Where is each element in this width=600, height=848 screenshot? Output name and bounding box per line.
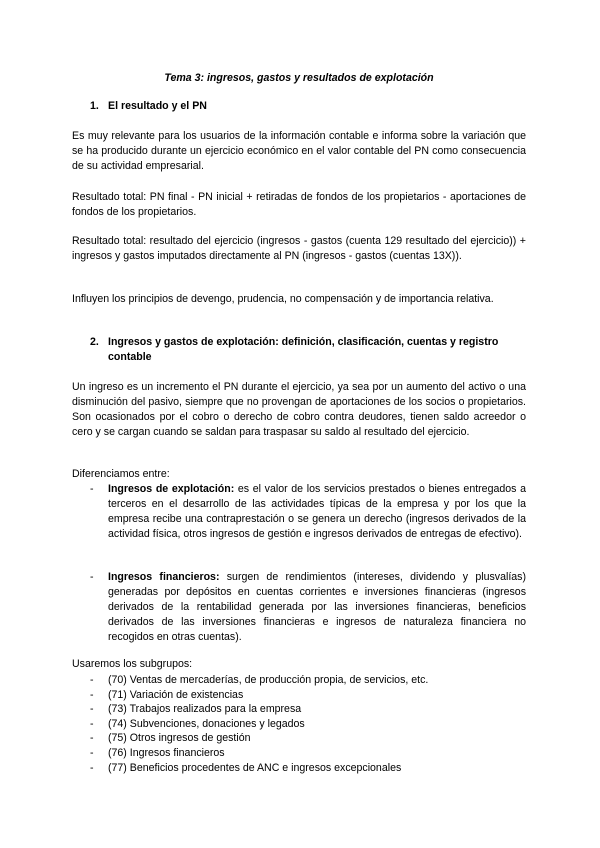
list-dash: - bbox=[90, 717, 94, 730]
section-1-number: 1. bbox=[90, 100, 99, 112]
paragraph-resultado-total-2: Resultado total: resultado del ejercicio (ingresos - gastos (cuenta 129 resultado del ejercicio)) + ingresos y gastos imputados directamente al PN (ingresos - gastos (cuentas 13X)). bbox=[72, 235, 526, 262]
list-item bbox=[90, 717, 526, 732]
section-2-heading bbox=[90, 335, 526, 365]
section-1-heading bbox=[90, 99, 526, 114]
list-dash: - bbox=[90, 688, 94, 701]
paragraph-diferenciamos: Diferenciamos entre: bbox=[72, 468, 170, 480]
subgroup-77: (77) Beneficios procedentes de ANC e ingresos excepcionales bbox=[108, 761, 402, 774]
section-2-number: 2. bbox=[90, 336, 99, 348]
subgroup-75: (75) Otros ingresos de gestión bbox=[108, 732, 251, 745]
document-page bbox=[72, 71, 526, 774]
section-1-title: El resultado y el PN bbox=[108, 100, 207, 112]
list-item bbox=[90, 570, 526, 645]
list-item bbox=[90, 746, 526, 761]
term-ingresos-financieros: Ingresos financieros: bbox=[108, 571, 220, 583]
income-types-list bbox=[90, 482, 526, 542]
income-types-list-2 bbox=[90, 570, 526, 645]
document-title: Tema 3: ingresos, gastos y resultados de explotación bbox=[164, 72, 434, 84]
paragraph-principios: Influyen los principios de devengo, prudencia, no compensación y de importancia relativa. bbox=[72, 293, 494, 305]
term-ingresos-explotacion: Ingresos de explotación: bbox=[108, 483, 235, 495]
subgroup-70: (70) Ventas de mercaderías, de producción propia, de servicios, etc. bbox=[108, 674, 429, 686]
paragraph-ingreso-definition: Un ingreso es un incremento el PN durante el ejercicio, ya sea por un aumento del activo o una disminución del pasivo, siempre que no provengan de aportaciones de los socios o propietarios. Son ocasionados por el cobro o derecho de cobro contra deudores, tienen saldo acreedor o cero y se cargan cuando se saldan para traspasar su saldo al resultado del ejercicio. bbox=[72, 381, 526, 438]
list-item bbox=[90, 731, 526, 746]
subgroup-76: (76) Ingresos financieros bbox=[108, 746, 225, 759]
definition-ingresos-explotacion: es el valor de los servicios prestados o bienes entregados a terceros en el desarrollo de las actividades típicas de la empresa y por los que la empresa recibe una contraprestación o se genera un derecho (ingresos derivados de la actividad física, otros ingresos de gestión e ingresos derivados de entregas de efectivo). bbox=[108, 483, 526, 540]
definition-ingresos-financieros: surgen de rendimientos (intereses, dividendo y plusvalías) generadas por depósitos en cuentas corrientes e inversiones financieras (ingresos derivados de la rentabilidad generada por las inversiones financieras, beneficios derivados de las inversiones financieras e ingresos de naturaleza financiera no recogidos en otras cuentas). bbox=[108, 571, 526, 643]
list-dash: - bbox=[90, 732, 94, 745]
list-item bbox=[90, 761, 526, 776]
list-item bbox=[90, 673, 526, 688]
list-dash: - bbox=[90, 674, 94, 686]
subgroup-74: (74) Subvenciones, donaciones y legados bbox=[108, 717, 305, 730]
list-dash: - bbox=[90, 703, 94, 716]
subgroups-list bbox=[90, 673, 526, 775]
list-item bbox=[90, 482, 526, 542]
list-dash: - bbox=[90, 746, 94, 759]
list-item bbox=[90, 702, 526, 717]
list-dash: - bbox=[90, 761, 94, 774]
subgroup-71: (71) Variación de existencias bbox=[108, 688, 244, 701]
list-item bbox=[90, 688, 526, 703]
section-2-title: Ingresos y gastos de explotación: definición, clasificación, cuentas y registro contable bbox=[108, 336, 499, 363]
subgroup-73: (73) Trabajos realizados para la empresa bbox=[108, 703, 302, 716]
list-dash: - bbox=[90, 571, 94, 583]
paragraph-resultado-total-1: Resultado total: PN final - PN inicial + retiradas de fondos de los propietarios - aportaciones de fondos de los propietarios. bbox=[72, 191, 526, 218]
list-dash: - bbox=[90, 483, 94, 495]
paragraph-subgrupos-intro: Usaremos los subgrupos: bbox=[72, 658, 193, 670]
paragraph-pn-relevance: Es muy relevante para los usuarios de la información contable e informa sobre la variación que se ha producido durante un ejercicio económico en el valor contable del PN como consecuencia de su actividad empresarial. bbox=[72, 130, 526, 172]
